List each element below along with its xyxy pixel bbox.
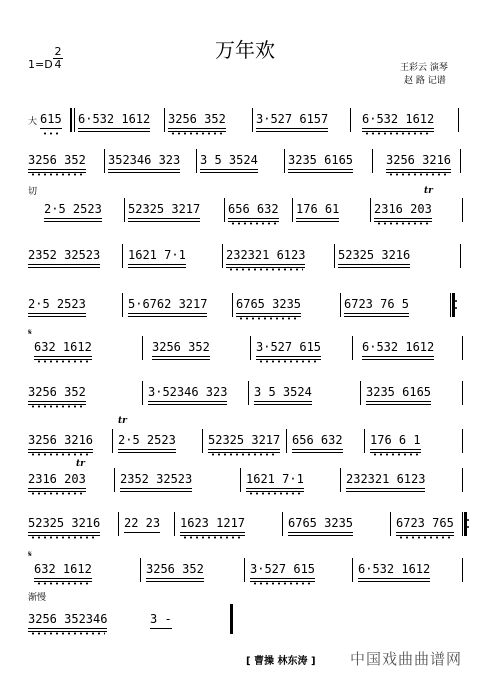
measure-notes: 3256 3216 (28, 433, 94, 447)
time-signature-bottom: 4 (54, 58, 62, 71)
barline (222, 244, 223, 268)
octave-dots (248, 492, 302, 495)
key-signature: 1=D (28, 58, 53, 71)
measure (108, 153, 180, 167)
octave-dots (36, 582, 90, 585)
measure-notes: 1623 1217 (180, 516, 246, 530)
measure-notes: 52325 3217 (128, 202, 201, 216)
beam-line (200, 169, 258, 170)
beam-line (346, 488, 425, 489)
measure (168, 112, 226, 126)
measure (28, 472, 86, 486)
beam-line (78, 131, 150, 132)
barline (224, 198, 225, 222)
beam-line (180, 532, 245, 533)
beam-line (120, 491, 192, 492)
beam-line (366, 404, 431, 405)
octave-dots (398, 536, 452, 539)
measure-notes: 1621 7·1 (246, 472, 304, 486)
beam-line (148, 404, 227, 405)
measure-notes: 3 - (150, 612, 172, 626)
measure-notes: 3·527 6157 (256, 112, 329, 126)
beam-line (338, 267, 410, 268)
beam-line (128, 316, 207, 317)
beam-line (78, 128, 150, 129)
measure-notes: 5·6762 3217 (128, 297, 208, 311)
measure (34, 340, 92, 354)
measure-notes: 6765 3235 (288, 516, 354, 530)
measure (292, 433, 343, 447)
octave-dots (30, 405, 84, 408)
measure (288, 153, 353, 167)
measure (396, 516, 454, 530)
measure-notes: 3256 352 (168, 112, 226, 126)
beam-line (28, 449, 93, 450)
barline (244, 558, 245, 582)
beam-line (152, 359, 210, 360)
barline (196, 149, 197, 173)
measure (128, 297, 207, 311)
measure-notes: 3235 6165 (288, 153, 354, 167)
measure (346, 472, 425, 486)
barline (462, 336, 463, 360)
credit-performer: 王彩云 演琴 (400, 63, 448, 73)
measure-notes: 2·5 2523 (44, 202, 102, 216)
beam-line (288, 169, 353, 170)
measure-notes: 2·5 2523 (118, 433, 176, 447)
octave-dots (30, 492, 84, 495)
measure (374, 202, 432, 216)
octave-dots (258, 360, 319, 363)
beam-line (362, 356, 434, 357)
measure (128, 202, 200, 216)
beam-line (146, 581, 204, 582)
beam-line (108, 169, 180, 170)
barline (390, 512, 391, 536)
measure-notes: 615 (40, 112, 62, 126)
barline (458, 108, 459, 132)
beam-line (288, 535, 353, 536)
measure (254, 385, 312, 399)
measure-notes: 52325 3217 (208, 433, 281, 447)
measure (120, 472, 192, 486)
measure-notes: 632 1612 (34, 562, 92, 576)
credit-notation: 赵 路 记谱 (404, 76, 446, 86)
measure (344, 297, 409, 311)
beam-line (28, 169, 86, 170)
measure-notes: 3·527 615 (256, 340, 322, 354)
measure (362, 340, 434, 354)
measure-notes: 2·5 2523 (28, 297, 86, 311)
barline (240, 468, 241, 492)
barline (334, 244, 335, 268)
barline (370, 198, 371, 222)
trill-mark: tr (118, 416, 127, 426)
barline (124, 198, 125, 222)
trill-mark: tr (76, 459, 85, 469)
beam-line (108, 172, 180, 173)
beam-line (148, 401, 227, 402)
barline (282, 512, 283, 536)
measure (128, 248, 186, 262)
beam-line (226, 264, 305, 265)
cut-label: 切 (28, 187, 38, 197)
measure-notes: 176 6 1 (370, 433, 421, 447)
beam-line (34, 578, 92, 579)
beam-line (28, 401, 86, 402)
octave-dots (372, 453, 419, 456)
start-barline (70, 108, 72, 132)
beam-line (28, 488, 86, 489)
barline (202, 429, 203, 453)
measure-notes: 2316 203 (374, 202, 432, 216)
measure-notes: 232321 6123 (226, 248, 306, 262)
measure (200, 153, 258, 167)
score-row (26, 112, 476, 134)
measure-notes: 6·532 1612 (362, 340, 435, 354)
barline (462, 381, 463, 405)
barline (462, 558, 463, 582)
beam-line (362, 359, 434, 360)
measure (34, 562, 92, 576)
measure-notes: 3256 3216 (386, 153, 452, 167)
beam-line (292, 449, 343, 450)
beam-line (358, 578, 430, 579)
barline (164, 108, 165, 132)
beam-line (256, 356, 321, 357)
beam-line (362, 128, 434, 129)
beam-line (358, 581, 430, 582)
barline (174, 512, 175, 536)
repeat-end-sign (450, 293, 458, 317)
measure (78, 112, 150, 126)
score-row (26, 202, 476, 224)
octave-dots (30, 536, 98, 539)
measure (246, 472, 304, 486)
beam-line (208, 449, 280, 450)
measure (28, 153, 86, 167)
measure (236, 297, 301, 311)
measure-notes: 52325 3216 (338, 248, 411, 262)
beam-line (296, 221, 339, 222)
octave-dots (376, 222, 430, 225)
beam-line (396, 532, 454, 533)
measure-notes: 22 23 (124, 516, 161, 530)
score-row (26, 385, 476, 407)
barline (286, 429, 287, 453)
beam-line (200, 172, 258, 173)
measure-notes: 3 5 3524 (200, 153, 258, 167)
beam-line (120, 488, 192, 489)
final-barline (230, 604, 233, 634)
score-row (26, 297, 476, 319)
beam-line (128, 267, 186, 268)
measure (362, 112, 434, 126)
measure-notes: 632 1612 (34, 340, 92, 354)
beam-line (292, 452, 343, 453)
score-row (26, 153, 476, 175)
beam-line (296, 218, 339, 219)
measure (118, 433, 176, 447)
measure (148, 385, 227, 399)
beam-line (28, 267, 100, 268)
measure-notes: 3·527 615 (250, 562, 316, 576)
barline (250, 336, 251, 360)
barline (248, 381, 249, 405)
score-row (26, 562, 476, 584)
beam-line (28, 628, 107, 629)
measure-notes: 656 632 (228, 202, 279, 216)
beam-line (34, 356, 92, 357)
measure-notes: 2352 32523 (28, 248, 101, 262)
segno-sign: 𝄋 (28, 550, 32, 560)
measure-notes: 6·532 1612 (358, 562, 431, 576)
beam-line (150, 628, 172, 629)
beam-line (146, 578, 204, 579)
barline (460, 149, 461, 173)
barline (352, 558, 353, 582)
beam-line (344, 316, 409, 317)
octave-dots (252, 582, 313, 585)
barline (232, 293, 233, 317)
octave-dots (30, 453, 91, 456)
measure (208, 433, 280, 447)
measure (28, 433, 93, 447)
score-row (26, 340, 476, 362)
barline (372, 149, 373, 173)
measure-notes: 1621 7·1 (128, 248, 186, 262)
barline (142, 381, 143, 405)
measure (226, 248, 305, 262)
beam-line (40, 128, 62, 129)
beam-line (344, 313, 409, 314)
beam-line (256, 128, 328, 129)
measure-notes: 3256 352 (28, 153, 86, 167)
measure-notes: 176 61 (296, 202, 340, 216)
beam-line (370, 449, 421, 450)
measure-notes: 6723 76 5 (344, 297, 410, 311)
barline (462, 429, 463, 453)
measure (28, 612, 107, 626)
beam-line (128, 313, 207, 314)
measure (180, 516, 245, 530)
measure (370, 433, 421, 447)
barline (140, 558, 141, 582)
measure-notes: 52325 3216 (28, 516, 101, 530)
barline (364, 429, 365, 453)
barline (74, 108, 75, 132)
octave-dots (210, 453, 278, 456)
page-title: 万年欢 (215, 38, 275, 62)
barline (340, 468, 341, 492)
measure-notes: 3256 352 (28, 385, 86, 399)
octave-dots (388, 173, 449, 176)
barline (292, 198, 293, 222)
measure (28, 385, 86, 399)
barline (118, 512, 119, 536)
beam-line (118, 452, 176, 453)
measure-notes: 6·532 1612 (362, 112, 435, 126)
measure (40, 112, 62, 126)
measure (150, 612, 172, 626)
barline (360, 381, 361, 405)
measure-notes: 656 632 (292, 433, 343, 447)
beam-line (128, 264, 186, 265)
octave-dots (170, 132, 224, 135)
beam-line (288, 172, 353, 173)
measure (256, 112, 328, 126)
barline (340, 293, 341, 317)
beam-line (44, 221, 102, 222)
measure (124, 516, 160, 530)
measure (146, 562, 204, 576)
barline (104, 149, 105, 173)
beam-line (366, 401, 431, 402)
barline (462, 198, 463, 222)
measure (28, 516, 100, 530)
beam-line (374, 218, 432, 219)
beam-line (288, 532, 353, 533)
measure (256, 340, 321, 354)
watermark: 中国戏曲曲谱网 (350, 650, 463, 668)
barline (252, 108, 253, 132)
barline (142, 336, 143, 360)
score-row (26, 433, 476, 455)
time-signature-top: 2 (54, 45, 62, 58)
beam-line (28, 532, 100, 533)
measure (386, 153, 451, 167)
beam-line (28, 313, 86, 314)
score-row (26, 472, 476, 494)
beam-line (254, 401, 312, 402)
barline (352, 336, 353, 360)
measure (296, 202, 339, 216)
beam-line (152, 356, 210, 357)
octave-dots (230, 222, 277, 225)
beam-line (236, 313, 301, 314)
measure (338, 248, 410, 262)
score-row (26, 248, 476, 270)
measure-notes: 6·532 1612 (78, 112, 151, 126)
octave-dots (364, 132, 432, 135)
beam-line (228, 218, 279, 219)
octave-dots (30, 632, 105, 635)
measure (44, 202, 102, 216)
octave-dots (30, 173, 84, 176)
beam-line (168, 128, 226, 129)
barline (112, 429, 113, 453)
measure-notes: 232321 6123 (346, 472, 426, 486)
measure-notes: 6765 3235 (236, 297, 302, 311)
octave-dots (238, 317, 299, 320)
beam-line (386, 169, 451, 170)
segno-sign: 𝄋 (28, 328, 32, 338)
barline (462, 468, 463, 492)
beam-line (250, 578, 315, 579)
beam-line (124, 532, 160, 533)
seal-stamp: [ 曹操 林东涛 ] (246, 656, 316, 667)
big-label: 大 (28, 117, 38, 127)
beam-line (28, 264, 100, 265)
measure (228, 202, 279, 216)
measure-notes: 2316 203 (28, 472, 86, 486)
measure (366, 385, 431, 399)
score-row (26, 612, 476, 634)
measure-notes: 2352 32523 (120, 472, 193, 486)
measure (288, 516, 353, 530)
measure-notes: 6723 765 (396, 516, 454, 530)
barline (122, 293, 123, 317)
measure-notes: 3256 352 (146, 562, 204, 576)
barline (284, 149, 285, 173)
octave-dots (228, 268, 303, 271)
measure-notes: 3256 352346 (28, 612, 108, 626)
repeat-end-sign (462, 512, 470, 536)
octave-dots (182, 536, 243, 539)
beam-line (254, 404, 312, 405)
barline (114, 468, 115, 492)
measure (250, 562, 315, 576)
octave-dots (42, 132, 60, 135)
beam-line (28, 316, 86, 317)
measure-notes: 3235 6165 (366, 385, 432, 399)
measure (152, 340, 210, 354)
score-row (26, 516, 476, 538)
slowing-label: 渐慢 (28, 593, 47, 603)
measure-notes: 3·52346 323 (148, 385, 228, 399)
measure-notes: 3256 352 (152, 340, 210, 354)
beam-line (44, 218, 102, 219)
measure (28, 297, 86, 311)
measure-notes: 352346 323 (108, 153, 181, 167)
beam-line (128, 218, 200, 219)
barline (122, 244, 123, 268)
beam-line (118, 449, 176, 450)
measure (28, 248, 100, 262)
trill-mark: tr (424, 186, 433, 196)
beam-line (256, 131, 328, 132)
octave-dots (36, 360, 90, 363)
measure-notes: 3 5 3524 (254, 385, 312, 399)
barline (460, 244, 461, 268)
beam-line (346, 491, 425, 492)
beam-line (128, 221, 200, 222)
barline (350, 108, 351, 132)
beam-line (338, 264, 410, 265)
beam-line (246, 488, 304, 489)
measure (358, 562, 430, 576)
